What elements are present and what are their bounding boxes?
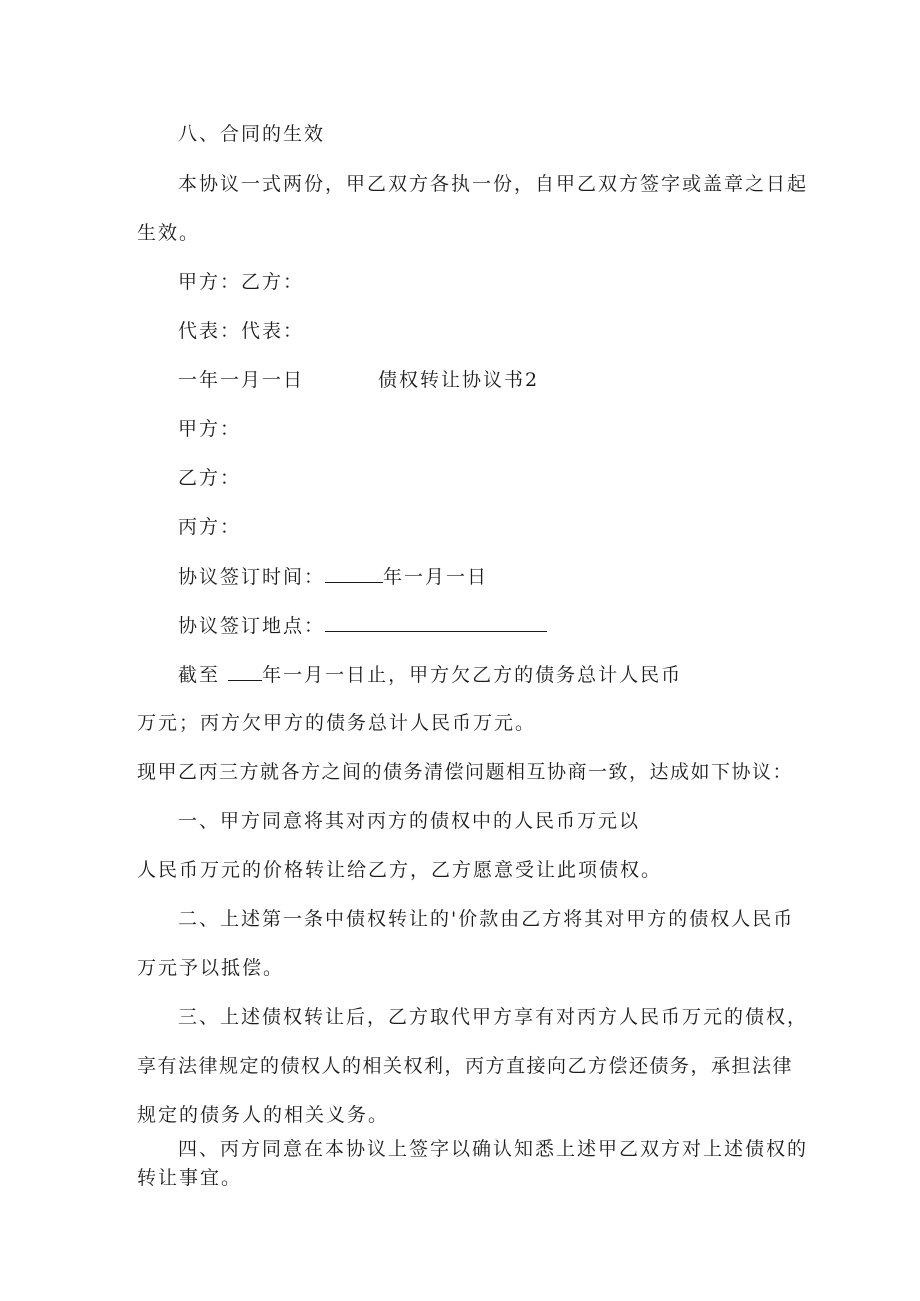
signature-parties: 甲方：乙方： bbox=[178, 271, 305, 293]
signature-representatives: 代表：代表： bbox=[178, 320, 305, 342]
clause-3-line-3: 规定的债务人的相关义务。 bbox=[137, 1104, 390, 1126]
clause-1-line-2: 人民币万元的价格转让给乙方，乙方愿意受让此项债权。 bbox=[137, 859, 663, 881]
clause-4-line-1: 四、丙方同意在本协议上签字以确认知悉上述甲乙双方对上述债权的 bbox=[178, 1138, 809, 1160]
effect-paragraph-line-2: 生效。 bbox=[137, 222, 201, 244]
clause-3-line-1: 三、上述债权转让后，乙方取代甲方享有对丙方人民币万元的债权， bbox=[178, 1006, 809, 1028]
clause-1-line-1: 一、甲方同意将其对丙方的债权中的人民币万元以 bbox=[178, 810, 641, 832]
debt-year-blank bbox=[228, 662, 262, 681]
debt-prefix: 截至 bbox=[178, 664, 221, 686]
debt-statement-line-2: 万元；丙方欠甲方的债务总计人民币万元。 bbox=[137, 712, 537, 734]
debt-rest: 年一月一日止，甲方欠乙方的债务总计人民币 bbox=[262, 664, 683, 686]
sign-time-year-blank bbox=[325, 564, 383, 583]
sign-place-row bbox=[178, 613, 547, 638]
sign-time-suffix: 年一月一日 bbox=[383, 566, 489, 588]
party-a-label: 甲方： bbox=[178, 418, 242, 440]
debt-statement-line-1 bbox=[178, 662, 682, 687]
effect-paragraph-line-1: 本协议一式两份，甲乙双方各执一份，自甲乙双方签字或盖章之日起 bbox=[178, 173, 809, 195]
party-b-label: 乙方： bbox=[178, 467, 242, 489]
agreement-intro: 现甲乙丙三方就各方之间的债务清偿问题相互协商一致，达成如下协议： bbox=[137, 761, 794, 783]
sign-time-label: 协议签订时间： bbox=[178, 566, 326, 588]
section-heading-effect: 八、合同的生效 bbox=[178, 123, 326, 145]
party-c-label: 丙方： bbox=[178, 516, 242, 538]
clause-4-line-2: 转让事宜。 bbox=[137, 1167, 243, 1189]
signature-date: 一年一月一日 bbox=[178, 369, 305, 391]
document-2-title: 债权转让协议书2 bbox=[378, 369, 540, 391]
clause-3-line-2: 享有法律规定的债权人的相关权利，丙方直接向乙方偿还债务，承担法律 bbox=[137, 1055, 794, 1077]
clause-2-line-2: 万元予以抵偿。 bbox=[137, 957, 285, 979]
sign-time-row bbox=[178, 564, 488, 589]
sign-place-blank bbox=[325, 613, 547, 632]
clause-2-line-1: 二、上述第一条中债权转让的'价款由乙方将其对甲方的债权人民币 bbox=[178, 908, 795, 930]
sign-place-label: 协议签订地点： bbox=[178, 615, 326, 637]
